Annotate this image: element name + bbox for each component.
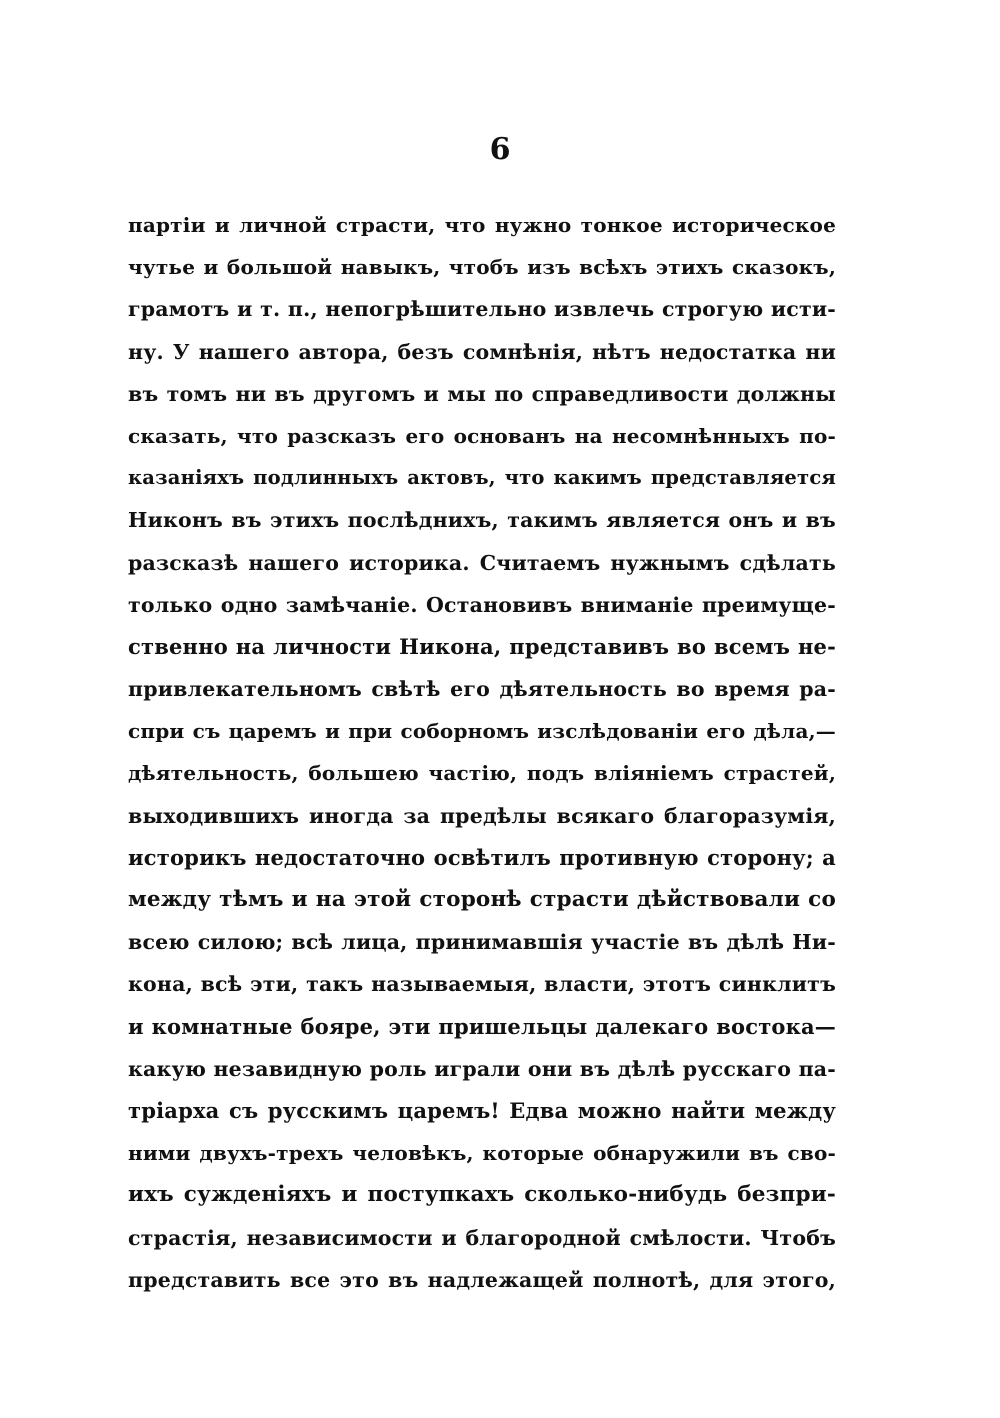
- text-line: сказать, что разсказъ его основанъ на несомнѣнныхъ по-: [128, 423, 836, 448]
- text-line: между тѣмъ и на этой сторонѣ страсти дѣйствовали со: [128, 887, 836, 912]
- text-line: ну. У нашего автора, безъ сомнѣнiя, нѣтъ недостатка ни: [128, 339, 836, 364]
- text-line: только одно замѣчанiе. Остановивъ вниманiе преимуще-: [128, 592, 836, 617]
- text-line: и комнатные бояре, эти пришельцы далекаго востока—: [128, 1013, 836, 1039]
- text-line: ственно на личности Никона, представивъ во всемъ не-: [128, 633, 836, 659]
- text-line: партiи и личной страсти, что нужно тонкое историческое: [128, 213, 836, 237]
- page-number: 6: [489, 132, 511, 167]
- text-line: всею силою; всѣ лица, принимавшiя участiе въ дѣлѣ Ни-: [128, 930, 836, 955]
- body-text: [128, 204, 836, 1301]
- text-line: Никонъ въ этихъ послѣднихъ, такимъ является онъ и въ: [128, 508, 836, 533]
- text-line: спри съ царемъ и при соборномъ изслѣдованiи его дѣла,—: [128, 719, 836, 744]
- text-line: трiарха съ русскимъ царемъ! Едва можно найти между: [128, 1097, 836, 1123]
- text-line: казанiяхъ подлинныхъ актовъ, что какимъ представляется: [128, 466, 836, 490]
- text-line: разсказѣ нашего историка. Считаемъ нужнымъ сдѣлать: [128, 550, 836, 575]
- text-line: представить все это въ надлежащей полнотѣ, для этого,: [128, 1267, 836, 1292]
- text-line: выходившихъ иногда за предѣлы всякаго благоразумiя,: [128, 803, 836, 828]
- text-line: грамотъ и т. п., непогрѣшительно извлечь строгую исти-: [128, 297, 836, 322]
- text-line: дѣятельность, большею частiю, подъ влiянiемъ страстей,: [128, 761, 836, 786]
- text-line: ихъ сужденiяхъ и поступкахъ сколько-нибудь безпри-: [128, 1182, 836, 1208]
- text-line: привлекательномъ свѣтѣ его дѣятельность во время ра-: [128, 677, 836, 702]
- text-line: какую незавидную роль играли они въ дѣлѣ русскаго па-: [128, 1056, 836, 1081]
- text-line: страстiя, независимости и благородной смѣлости. Чтобъ: [128, 1225, 836, 1250]
- text-line: ними двухъ-трехъ человѣкъ, которые обнаружили въ сво-: [128, 1141, 836, 1166]
- text-line: чутье и большой навыкъ, чтобъ изъ всѣхъ этихъ сказокъ,: [128, 255, 836, 280]
- text-line: историкъ недостаточно освѣтилъ противную сторону; а: [128, 844, 836, 870]
- text-line: въ томъ ни въ другомъ и мы по справедливости должны: [128, 381, 836, 406]
- text-line: кона, всѣ эти, такъ называемыя, власти, этотъ синклитъ: [128, 972, 836, 997]
